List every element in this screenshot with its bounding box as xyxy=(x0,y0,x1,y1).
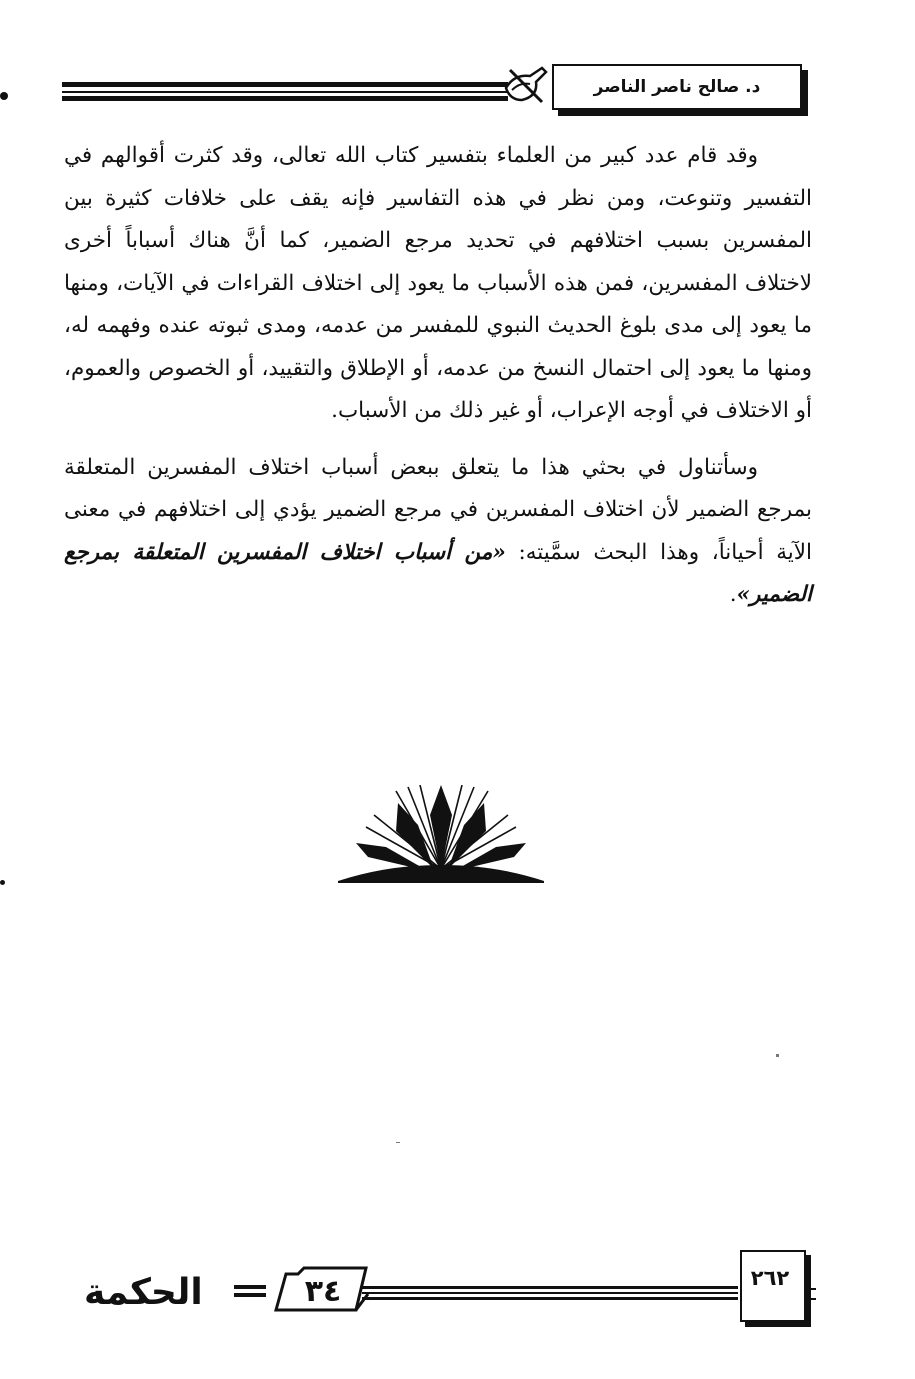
header-rule xyxy=(62,82,508,106)
paragraph-1: وقد قام عدد كبير من العلماء بتفسير كتاب الله تعالى، وقد كثرت أقوالهم في التفسير وتنوعت، ومن نظر في هذه التفاسير فإنه يقف على خلافات كثيرة بين المفسرين بسبب اختلافهم في تحديد مرجع الضمير، كما أنَّ هناك أسباباً أخرى لاختلاف المفسرين، فمن هذه الأسباب ما يعود إلى اختلاف القراءات في الآيات، ومنها ما يعود إلى مدى بلوغ الحديث النبوي للمفسر من عدمه، ومدى ثبوته عنده وفهمه له، ومنها ما يعود إلى احتمال النسخ من عدمه، أو الإطلاق والتقييد، أو الخصوص والعموم، أو الاختلاف في أوجه الإعراب، أو غير ذلك من الأسباب. xyxy=(64,143,812,423)
section-end-ornament xyxy=(336,785,546,885)
speck xyxy=(776,1054,779,1057)
pen-icon xyxy=(500,60,550,110)
speck xyxy=(396,1142,400,1143)
page-number: ٢٦٢ xyxy=(750,1266,790,1290)
author-header xyxy=(552,64,802,110)
article-body xyxy=(64,135,812,617)
margin-dot xyxy=(0,92,8,100)
paragraph-2-end: . xyxy=(729,582,737,607)
margin-dot xyxy=(0,880,5,885)
issue-number: ٣٤ xyxy=(304,1274,342,1309)
page-box-tick xyxy=(806,1288,816,1300)
journal-name: الحكمة xyxy=(84,1272,203,1313)
paragraph-2 xyxy=(64,447,812,617)
research-title: «من أسباب اختلاف المفسرين المتعلقة بمرجع الضمير» xyxy=(64,539,812,607)
paragraph-2-text: وسأتناول في بحثي هذا ما يتعلق ببعض أسباب اختلاف المفسرين المتعلقة بمرجع الضمير لأن اختلاف المفسرين في مرجع الضمير يؤدي إلى اختلافهم في معنى الآية أحياناً، وهذا البحث سمَّيته: xyxy=(64,454,812,565)
author-name: د. صالح ناصر الناصر xyxy=(593,77,761,97)
footer-dash xyxy=(234,1283,266,1299)
footer-rule xyxy=(362,1286,738,1300)
